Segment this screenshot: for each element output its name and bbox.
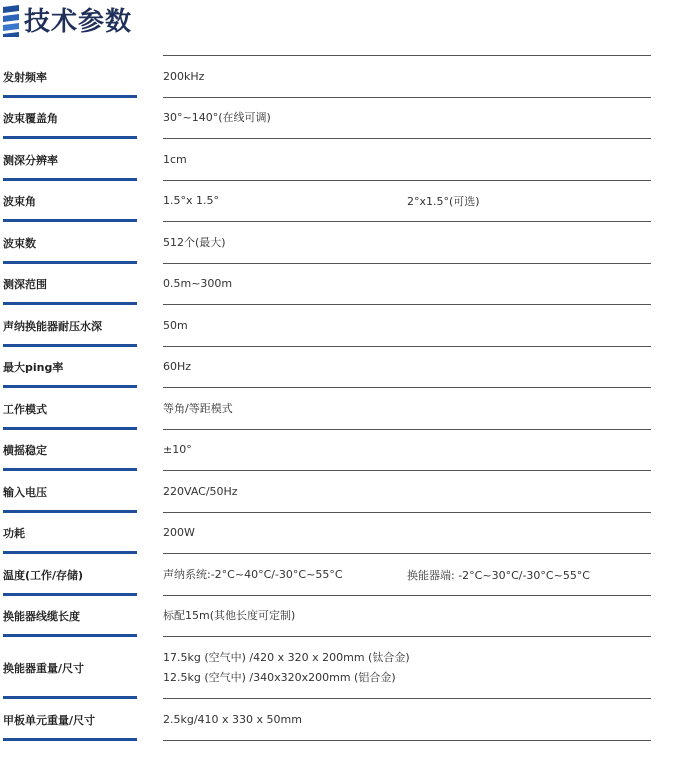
spec-row bbox=[0, 637, 673, 699]
spec-value bbox=[163, 56, 204, 98]
spec-value bbox=[163, 264, 232, 306]
spec-label: 温度(工作/存储) bbox=[3, 568, 84, 582]
spec-value-line: 200W bbox=[163, 526, 195, 540]
spec-label: 工作模式 bbox=[3, 402, 47, 416]
spec-label: 换能器重量/尺寸 bbox=[3, 662, 85, 675]
spec-row bbox=[0, 347, 673, 389]
spec-label: 波束覆盖角 bbox=[3, 112, 58, 126]
spec-row bbox=[0, 222, 673, 264]
spec-value-line: 2.5kg/410 x 330 x 50mm bbox=[163, 712, 302, 726]
spec-value bbox=[163, 347, 191, 389]
spec-label: 输入电压 bbox=[3, 485, 47, 499]
spec-label: 横摇稳定 bbox=[3, 444, 47, 458]
spec-row bbox=[0, 181, 673, 223]
spec-value bbox=[163, 699, 302, 741]
spec-value-line: 17.5kg (空气中) /420 x 320 x 200mm (钛合金) bbox=[163, 651, 410, 664]
section-header bbox=[0, 0, 673, 46]
spec-label: 最大ping率 bbox=[3, 361, 64, 375]
spec-row bbox=[0, 513, 673, 555]
spec-label: 功耗 bbox=[3, 527, 25, 541]
spec-value-alt: 2°x1.5°(可选) bbox=[407, 195, 480, 209]
spec-value-line: 50m bbox=[163, 318, 188, 332]
spec-label: 发射频率 bbox=[3, 70, 47, 84]
spec-label: 声纳换能器耐压水深 bbox=[3, 319, 102, 333]
spec-label: 波束角 bbox=[3, 195, 36, 209]
stripes-logo-icon bbox=[3, 5, 19, 37]
spec-value-line: 等角/等距模式 bbox=[163, 401, 233, 415]
spec-value bbox=[163, 181, 219, 223]
spec-value bbox=[163, 305, 188, 347]
spec-value bbox=[163, 637, 410, 699]
spec-value bbox=[163, 139, 187, 181]
spec-row bbox=[0, 388, 673, 430]
spec-value bbox=[163, 513, 195, 555]
row-divider bbox=[163, 740, 651, 741]
spec-value bbox=[163, 98, 271, 140]
label-underline bbox=[3, 738, 137, 741]
spec-value-line: 200kHz bbox=[163, 69, 205, 83]
spec-value bbox=[163, 471, 238, 513]
spec-label: 测深分辨率 bbox=[3, 153, 58, 167]
spec-row bbox=[0, 430, 673, 472]
spec-row bbox=[0, 596, 673, 638]
spec-label: 波束数 bbox=[3, 236, 36, 250]
spec-row bbox=[0, 98, 673, 140]
spec-value bbox=[163, 596, 295, 638]
spec-value-line: 0.5m~300m bbox=[163, 277, 233, 291]
spec-value-alt: 换能器端: -2°C~30°C/-30°C~55°C bbox=[407, 568, 590, 582]
spec-value-line: 30°~140°(在线可调) bbox=[163, 111, 271, 125]
spec-value bbox=[163, 554, 343, 596]
spec-row bbox=[0, 699, 673, 741]
spec-row bbox=[0, 139, 673, 181]
spec-value bbox=[163, 222, 226, 264]
spec-value-line: 512个(最大) bbox=[163, 235, 226, 249]
spec-value-line: 1.5°x 1.5° bbox=[163, 194, 219, 208]
spec-value-line: 1cm bbox=[163, 152, 187, 166]
spec-label: 测深范围 bbox=[3, 278, 47, 292]
spec-table bbox=[0, 56, 673, 741]
spec-label: 换能器线缆长度 bbox=[3, 610, 80, 624]
spec-label: 甲板单元重量/尺寸 bbox=[3, 713, 96, 727]
spec-value-line: 12.5kg (空气中) /340x320x200mm (铝合金) bbox=[163, 671, 396, 684]
spec-row bbox=[0, 305, 673, 347]
spec-value bbox=[163, 388, 233, 430]
spec-value-line: ±10° bbox=[163, 443, 192, 457]
spec-row bbox=[0, 264, 673, 306]
spec-value-line: 60Hz bbox=[163, 360, 192, 374]
spec-value-line: 220VAC/50Hz bbox=[163, 484, 238, 498]
spec-row bbox=[0, 554, 673, 596]
spec-value bbox=[163, 430, 192, 472]
page-title: 技术参数 bbox=[24, 7, 133, 37]
spec-row bbox=[0, 471, 673, 513]
spec-value-line: 标配15m(其他长度可定制) bbox=[163, 609, 296, 623]
spec-value-line: 声纳系统:-2°C~40°C/-30°C~55°C bbox=[163, 567, 343, 581]
spec-row bbox=[0, 56, 673, 98]
